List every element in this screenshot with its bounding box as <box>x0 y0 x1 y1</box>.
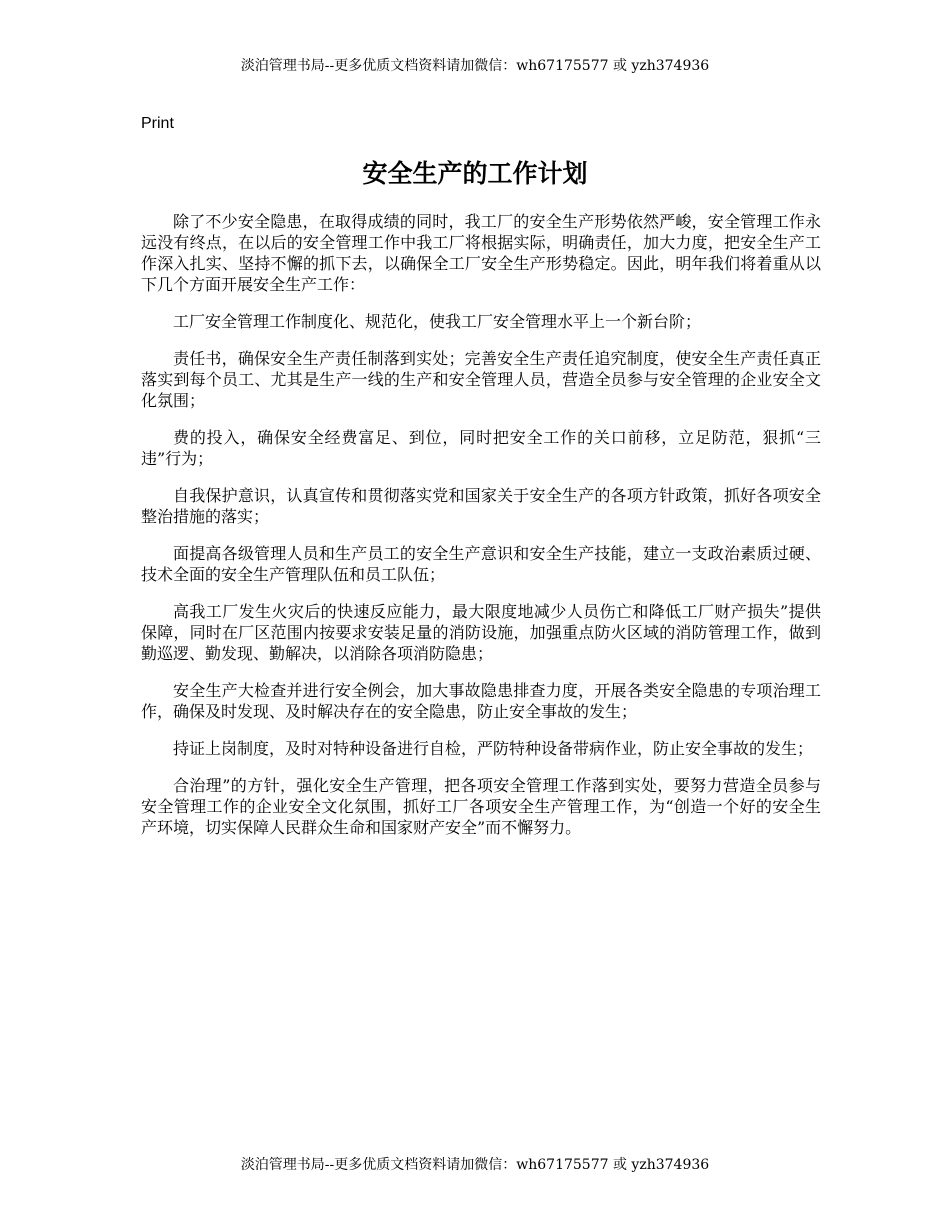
page-header: 淡泊管理书局--更多优质文档资料请加微信：wh67175577 或 yzh374936 <box>240 58 710 74</box>
paragraph-training: 面提高各级管理人员和生产员工的安全生产意识和安全生产技能，建立一支政治素质过硬、技术全面的安全生产管理队伍和员工队伍； <box>141 544 821 584</box>
paragraph-funding: 费的投入，确保安全经费富足、到位，同时把安全工作的关口前移，立足防范，狠抓“三违”行为； <box>141 428 821 468</box>
document-title: 安全生产的工作计划 <box>362 159 588 188</box>
paragraph-conclusion: 合治理”的方针，强化安全生产管理，把各项安全管理工作落到实处，要努力营造全员参与安全管理工作的企业安全文化氛围，抓好工厂各项安全生产管理工作，为“创造一个好的安全生产环境，切实保障人民群众生命和国家财产安全”而不懈努力。 <box>141 776 821 837</box>
paragraph-awareness: 自我保护意识，认真宣传和贯彻落实党和国家关于安全生产的各项方针政策，抓好各项安全整治措施的落实； <box>141 486 821 526</box>
document-body <box>141 211 821 854</box>
paragraph-responsibility: 责任书，确保安全生产责任制落到实处；完善安全生产责任追究制度，使安全生产责任真正落实到每个员工、尤其是生产一线的生产和安全管理人员，营造全员参与安全管理的企业安全文化氛围； <box>141 349 821 410</box>
print-label: Print <box>141 115 174 132</box>
paragraph-certification: 持证上岗制度，及时对特种设备进行自检，严防特种设备带病作业，防止安全事故的发生； <box>173 739 814 758</box>
paragraph-inspection: 安全生产大检查并进行安全例会，加大事故隐患排查力度，开展各类安全隐患的专项治理工作，确保及时发现、及时解决存在的安全隐患，防止安全事故的发生； <box>141 681 821 721</box>
paragraph-fire-safety: 高我工厂发生火灾后的快速反应能力，最大限度地减少人员伤亡和降低工厂财产损失”提供保障，同时在厂区范围内按要求安装足量的消防设施，加强重点防火区域的消防管理工作，做到勤巡逻、勤发现、勤解决，以消除各项消防隐患； <box>141 602 821 663</box>
paragraph-intro: 除了不少安全隐患，在取得成绩的同时，我工厂的安全生产形势依然严峻，安全管理工作永远没有终点，在以后的安全管理工作中我工厂将根据实际，明确责任，加大力度，把安全生产工作深入扎实、坚持不懈的抓下去，以确保全工厂安全生产形势稳定。因此，明年我们将着重从以下几个方面开展安全生产工作： <box>141 212 821 294</box>
page-footer: 淡泊管理书局--更多优质文档资料请加微信：wh67175577 或 yzh374936 <box>240 1157 710 1173</box>
paragraph-institution: 工厂安全管理工作制度化、规范化，使我工厂安全管理水平上一个新台阶； <box>173 312 702 331</box>
